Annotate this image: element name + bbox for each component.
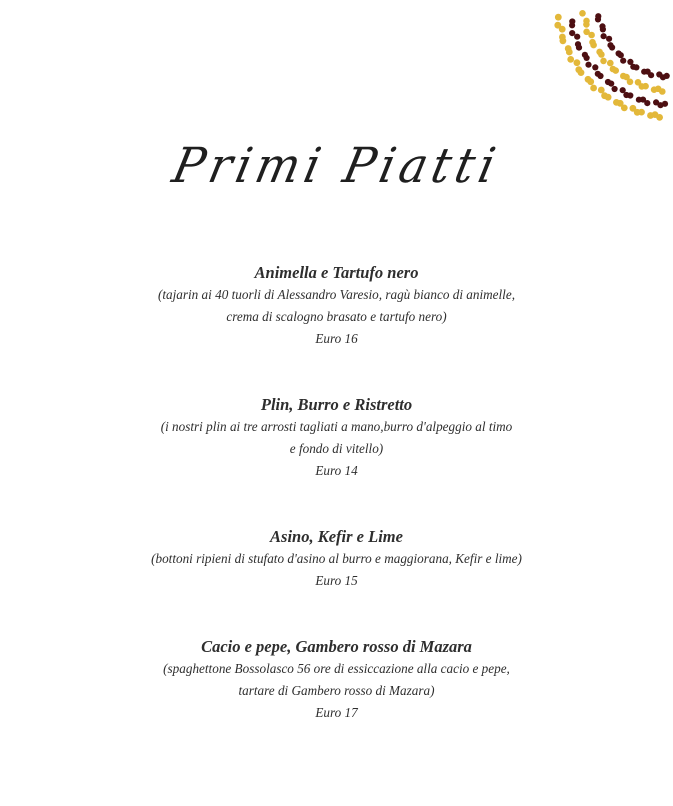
decorative-dot xyxy=(653,99,659,105)
decorative-dot xyxy=(635,79,642,86)
decorative-dot xyxy=(616,50,622,56)
page-title: Primi Piatti xyxy=(167,136,506,194)
decorative-dot xyxy=(601,92,608,99)
dish-item xyxy=(0,636,673,724)
decorative-dot xyxy=(595,13,601,19)
decorative-dot xyxy=(605,79,611,85)
dish-price: Euro 15 xyxy=(315,573,358,588)
dish-price: Euro 16 xyxy=(315,331,358,346)
decorative-dot xyxy=(600,58,607,65)
dish-description-line: (tajarin ai 40 tuorli di Alessandro Varesio, ragù bianco di animelle, xyxy=(157,287,516,302)
decorative-dot xyxy=(574,59,581,66)
decorative-dot xyxy=(595,71,601,77)
decorative-dot xyxy=(627,59,633,65)
decorative-dot xyxy=(592,64,598,70)
decorative-dot xyxy=(612,86,618,92)
decorative-dot xyxy=(569,30,575,36)
decorative-dot xyxy=(656,71,662,77)
dish-price: Euro 17 xyxy=(315,705,358,720)
dish-item xyxy=(0,394,673,482)
dish-description-line: (i nostri plin ai tre arrosti tagliati a mano,burro d'alpeggio al timo xyxy=(160,419,513,434)
decorative-dot xyxy=(613,99,620,106)
decorative-dot xyxy=(575,41,581,47)
decorative-dot xyxy=(567,56,574,63)
decorative-dot xyxy=(601,33,607,39)
decorative-dot xyxy=(579,10,586,17)
dish-name: Cacio e pepe, Gambero rosso di Mazara xyxy=(201,637,472,656)
dish-description-line: tartare di Gambero rosso di Mazara) xyxy=(238,683,435,698)
decorative-dot xyxy=(590,85,597,92)
decorative-dot xyxy=(575,66,582,73)
decorative-dot xyxy=(607,42,613,48)
dish-price: Euro 14 xyxy=(315,463,358,478)
decorative-dot xyxy=(641,69,647,75)
decorative-dot xyxy=(596,49,603,56)
decorative-dot xyxy=(574,34,580,40)
decorative-dot xyxy=(559,34,566,41)
decorative-dot xyxy=(565,45,572,52)
dish-description-line: crema di scalogno brasato e tartufo nero) xyxy=(226,309,447,324)
dish-item xyxy=(0,262,673,350)
decorative-dot xyxy=(582,52,588,58)
dish-description-line: (spaghettone Bossolasco 56 ore di essiccazione alla cacio e pepe, xyxy=(163,661,510,676)
dish-item xyxy=(0,526,673,592)
decorative-dot xyxy=(583,29,590,36)
dish-name: Plin, Burro e Ristretto xyxy=(260,395,413,414)
dish-name: Asino, Kefir e Lime xyxy=(270,527,403,546)
decorative-dot xyxy=(598,87,605,94)
decorative-dot xyxy=(651,86,658,93)
decorative-dot xyxy=(620,58,626,64)
dish-description-line: e fondo di vitello) xyxy=(289,441,384,456)
decorative-dot xyxy=(589,39,596,46)
decorative-dot xyxy=(606,36,612,42)
decorative-dot xyxy=(636,97,642,103)
decorative-dot xyxy=(599,23,605,29)
decorative-dot xyxy=(585,62,591,68)
decorative-dot xyxy=(555,14,562,21)
decorative-dot xyxy=(647,112,654,119)
dish-name: Animella e Tartufo nero xyxy=(254,263,419,282)
decorative-dot xyxy=(620,87,626,93)
decorative-dot xyxy=(630,105,637,112)
decorative-dot xyxy=(585,76,592,83)
decorative-dot xyxy=(569,18,575,24)
decorative-dot xyxy=(554,22,561,29)
decorative-dot xyxy=(620,73,627,80)
decorative-dotted-arc xyxy=(540,0,673,130)
dish-description-line: (bottoni ripieni di stufato d'asino al burro e maggiorana, Kefir e lime) xyxy=(151,551,522,566)
decorative-dot xyxy=(607,60,614,67)
decorative-dot xyxy=(583,18,590,25)
decorative-dot xyxy=(610,66,617,73)
